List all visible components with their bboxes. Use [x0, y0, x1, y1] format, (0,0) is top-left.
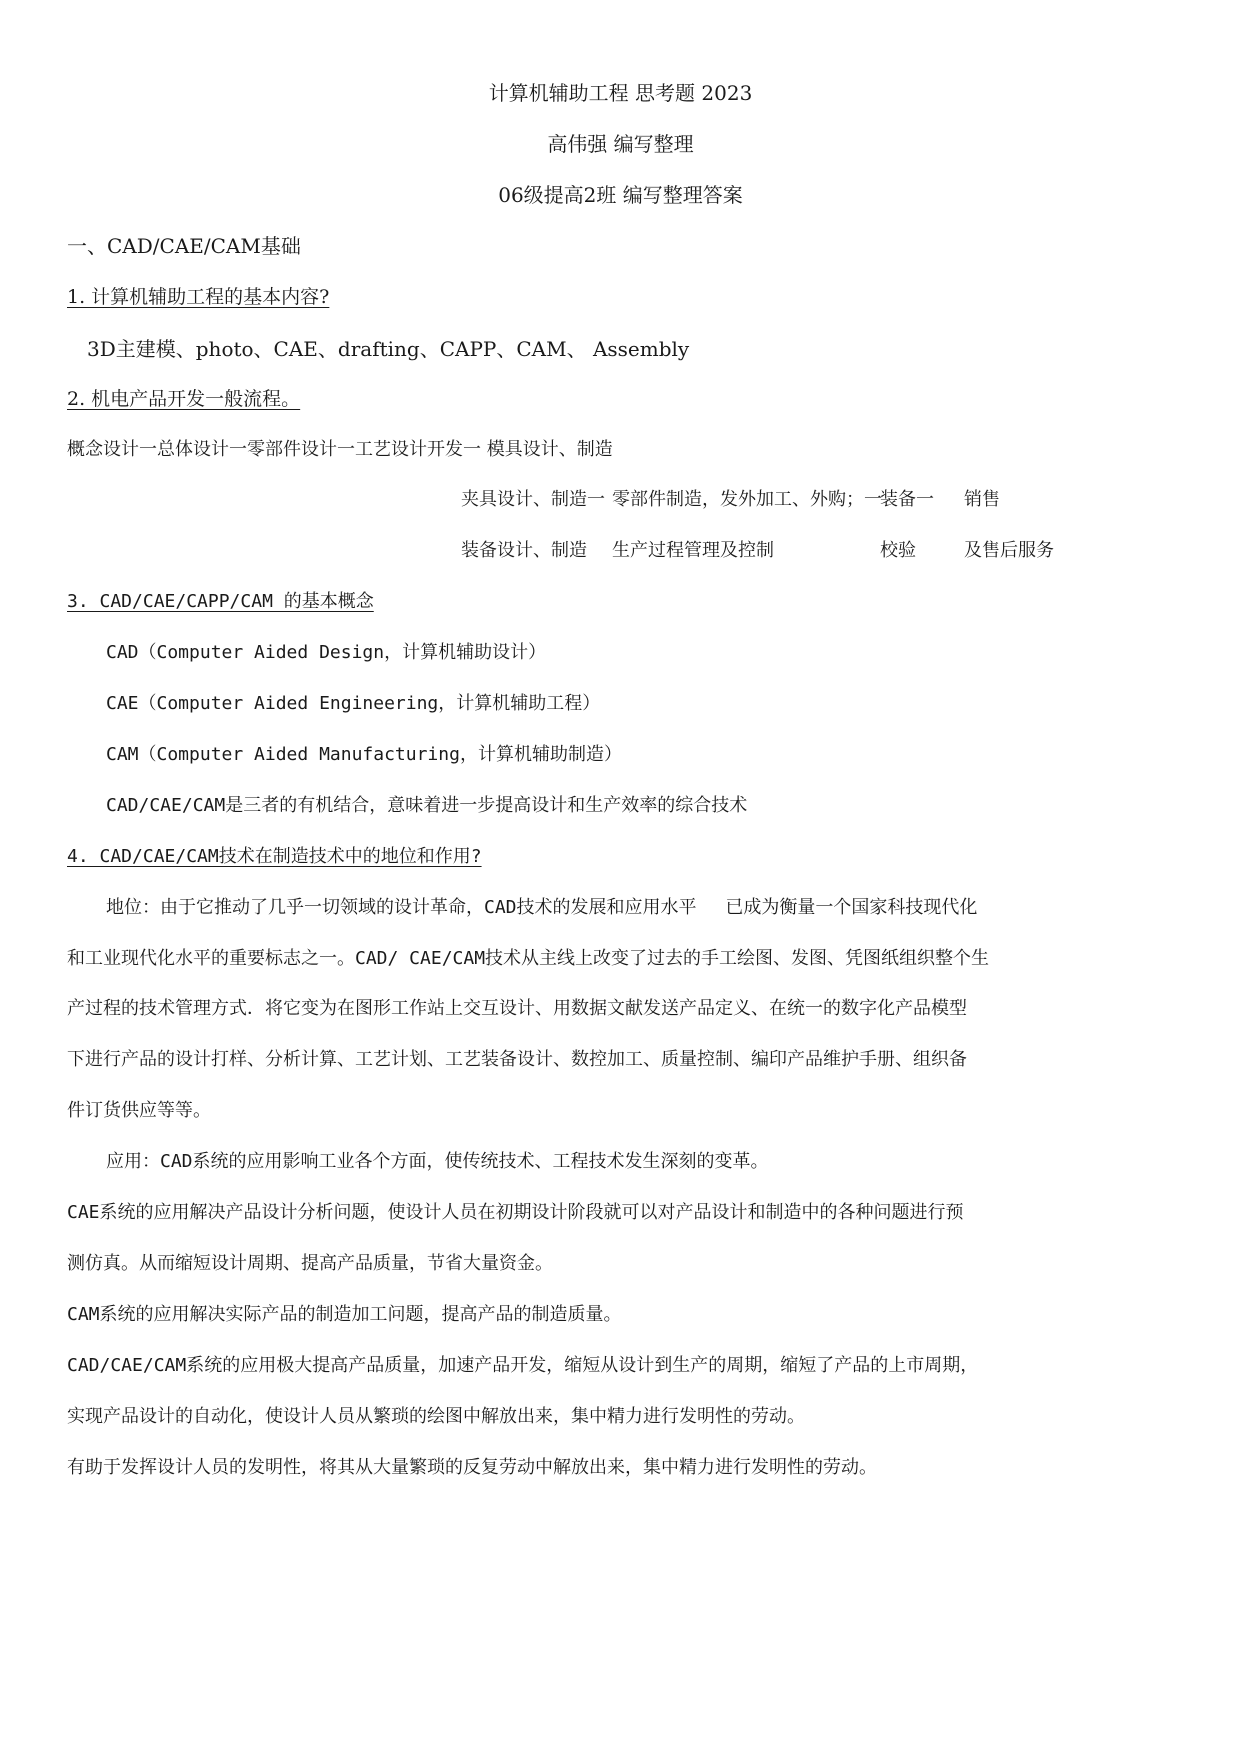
concept-integration: CAD/CAE/CAM是三者的有机结合，意味着进一步提高设计和生产效率的综合技术 — [106, 795, 748, 816]
para-application-line-1: 应用：CAD系统的应用影响工业各个方面，使传统技术、工程技术发生深刻的变革。 — [106, 1151, 769, 1172]
para-application-line-5: CAD/CAE/CAM系统的应用极大提高产品质量，加速产品开发，缩短从设计到生产的周期，缩短了产品的上市周期， — [67, 1355, 979, 1376]
flow-row-2-step-2: 零部件制造，发外加工、外购；一 — [612, 489, 882, 510]
question-4-title: 4. CAD/CAE/CAM技术在制造技术中的地位和作用? — [67, 846, 482, 867]
flow-row-1: 概念设计一总体设计一零部件设计一工艺设计开发一 模具设计、制造 — [67, 439, 613, 460]
question-1-answer: 3D主建模、photo、CAE、drafting、CAPP、CAM、 Assembly — [87, 337, 690, 361]
para-role-line-4: 下进行产品的设计打样、分析计算、工艺计划、工艺装备设计、数控加工、质量控制、编印产品维护手册、组织备 — [67, 1049, 967, 1070]
para-role-line-5: 件订货供应等等。 — [67, 1100, 211, 1121]
para-application-line-2: CAE系统的应用解决产品设计分析问题，使设计人员在初期设计阶段就可以对产品设计和制造中的各种问题进行预 — [67, 1202, 964, 1223]
flow-row-3-step-3: 校验 — [880, 540, 916, 561]
flow-row-2-step-1: 夹具设计、制造一 — [461, 489, 605, 510]
para-application-line-3: 测仿真。从而缩短设计周期、提高产品质量，节省大量资金。 — [67, 1253, 553, 1274]
para-role-line-1: 地位：由于它推动了几乎一切领域的设计革命，CAD技术的发展和应用水平 已成为衡量一个国家科技现代化 — [106, 897, 978, 918]
question-3-title: 3. CAD/CAE/CAPP/CAM 的基本概念 — [67, 591, 374, 612]
flow-row-3-step-2: 生产过程管理及控制 — [612, 540, 774, 561]
document-class-note: 06级提高2班 编写整理答案 — [498, 183, 743, 207]
para-application-line-6: 实现产品设计的自动化，使设计人员从繁琐的绘图中解放出来，集中精力进行发明性的劳动。 — [67, 1406, 805, 1427]
document-title: 计算机辅助工程 思考题 2023 — [488, 81, 753, 105]
document-author: 高伟强 编写整理 — [547, 132, 694, 156]
para-role-line-3: 产过程的技术管理方式．将它变为在图形工作站上交互设计、用数据文献发送产品定义、在统一的数字化产品模型 — [67, 998, 967, 1019]
concept-cae: CAE（Computer Aided Engineering，计算机辅助工程） — [106, 693, 601, 714]
flow-row-2-step-3: 装备一 — [880, 489, 934, 510]
para-role-line-2: 和工业现代化水平的重要标志之一。CAD/ CAE/CAM技术从主线上改变了过去的手工绘图、发图、凭图纸组织整个生 — [67, 948, 990, 969]
question-1-title: 1. 计算机辅助工程的基本内容? — [67, 286, 330, 308]
flow-row-3-step-4: 及售后服务 — [964, 540, 1054, 561]
section-heading: 一、CAD/CAE/CAM基础 — [67, 234, 301, 258]
concept-cad: CAD（Computer Aided Design，计算机辅助设计） — [106, 642, 547, 663]
question-2-title: 2. 机电产品开发一般流程。 — [67, 388, 301, 410]
flow-row-2-step-4: 销售 — [964, 489, 1000, 510]
para-application-line-7: 有助于发挥设计人员的发明性，将其从大量繁琐的反复劳动中解放出来，集中精力进行发明性的劳动。 — [67, 1457, 877, 1478]
para-application-line-4: CAM系统的应用解决实际产品的制造加工问题，提高产品的制造质量。 — [67, 1304, 622, 1325]
flow-row-3-step-1: 装备设计、制造 — [461, 540, 587, 561]
concept-cam: CAM（Computer Aided Manufacturing，计算机辅助制造） — [106, 744, 622, 765]
